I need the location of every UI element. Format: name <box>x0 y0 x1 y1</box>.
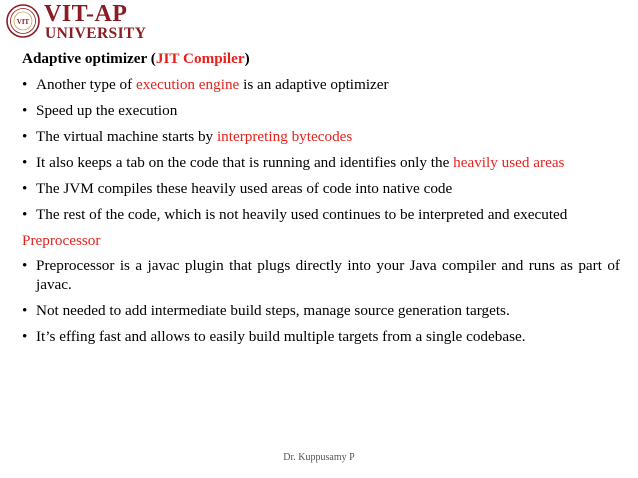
seal-text: VIT <box>16 18 30 26</box>
slide-footer: Dr. Kuppusamy P <box>283 452 355 463</box>
bullet-dot-icon: • <box>22 257 28 274</box>
list-item <box>22 127 620 146</box>
logo-subtitle: UNIVERSITY <box>45 25 147 42</box>
bullet-text: The rest of the code, which is not heavily used continues to be interpreted and executed <box>36 206 568 223</box>
bullet-text: Preprocessor is a javac plugin that plugs directly into your Java compiler and runs as part of javac. <box>36 257 620 293</box>
heading-prefix: Adaptive optimizer ( <box>22 50 156 67</box>
list-item <box>22 256 620 294</box>
university-logo <box>6 1 156 44</box>
logo-title: VIT-AP <box>44 1 128 27</box>
slide-content <box>22 49 620 353</box>
bullet-text: It also keeps a tab on the code that is running and identifies only the <box>36 154 454 171</box>
list-item <box>22 327 620 346</box>
bullet-dot-icon: • <box>22 328 28 345</box>
adaptive-optimizer-list <box>22 75 620 224</box>
bullet-text-after: is an adaptive optimizer <box>239 76 389 93</box>
bullet-highlight: interpreting bytecodes <box>216 128 353 145</box>
bullet-highlight: heavily used areas <box>453 154 565 171</box>
bullet-dot-icon: • <box>22 128 28 145</box>
bullet-text: The virtual machine starts by <box>36 128 217 145</box>
heading-suffix: ) <box>244 50 250 67</box>
list-item <box>22 179 620 198</box>
heading-highlight: JIT Compiler <box>155 50 245 67</box>
bullet-text: Not needed to add intermediate build steps, manage source generation targets. <box>36 302 510 319</box>
bullet-highlight: execution engine <box>135 76 240 93</box>
bullet-text: Another type of <box>36 76 136 93</box>
list-item <box>22 153 620 172</box>
university-seal-icon <box>6 4 40 38</box>
bullet-text: It’s effing fast and allows to easily build multiple targets from a single codebase. <box>36 328 526 345</box>
bullet-dot-icon: • <box>22 302 28 319</box>
list-item <box>22 101 620 120</box>
list-item <box>22 205 620 224</box>
bullet-dot-icon: • <box>22 102 28 119</box>
bullet-dot-icon: • <box>22 180 28 197</box>
preprocessor-list <box>22 256 620 346</box>
list-item <box>22 75 620 94</box>
bullet-text: The JVM compiles these heavily used areas of code into native code <box>36 180 453 197</box>
bullet-text: Speed up the execution <box>36 102 178 119</box>
bullet-dot-icon: • <box>22 206 28 223</box>
section-heading-adaptive-optimizer <box>22 49 620 68</box>
section-heading-preprocessor: Preprocessor <box>22 232 101 249</box>
bullet-dot-icon: • <box>22 76 28 93</box>
list-item <box>22 301 620 320</box>
bullet-dot-icon: • <box>22 154 28 171</box>
